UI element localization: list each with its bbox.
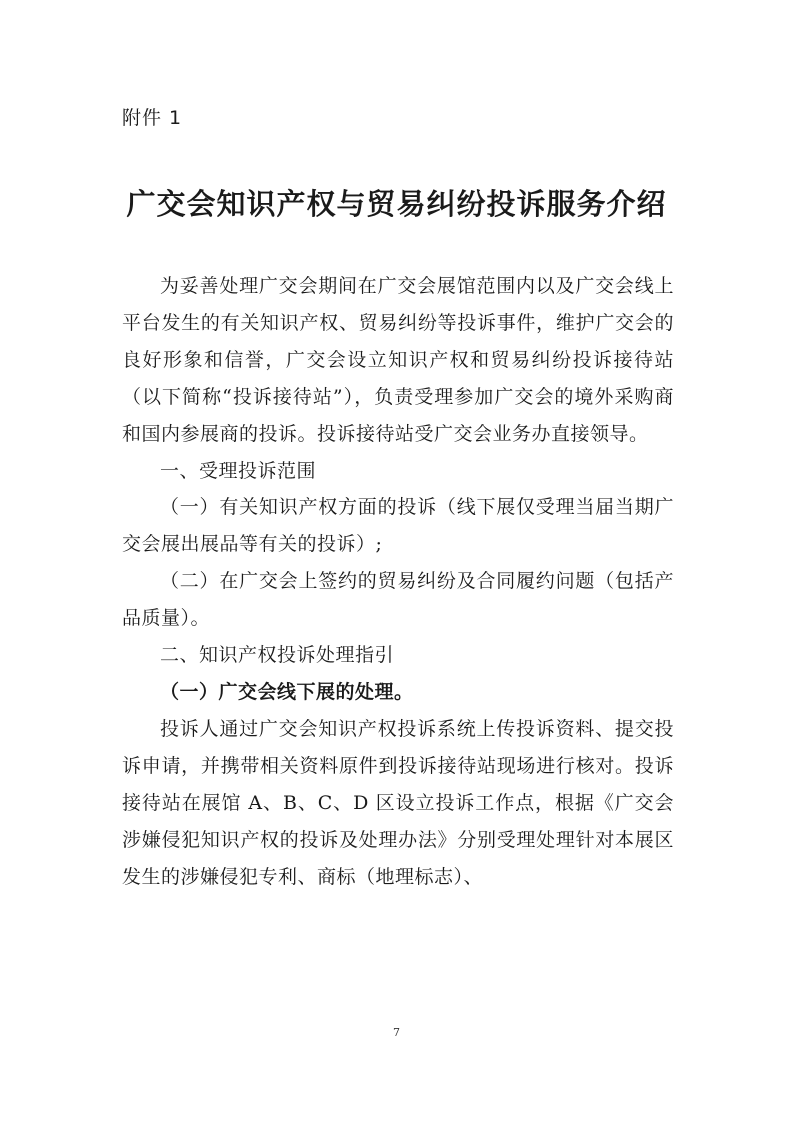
attachment-label: 附件 1 bbox=[122, 107, 183, 129]
document-title: 广交会知识产权与贸易纠纷投诉服务介绍 bbox=[126, 187, 667, 221]
subsection-heading-offline: （一）广交会线下展的处理。 bbox=[160, 680, 414, 703]
offline-procedure-paragraph: 投诉人通过广交会知识产权投诉系统上传投诉资料、提交投诉申请，并携带相关资料原件到投诉接待站现场进行核对。投诉接待站在展馆 A、B、C、D 区设立投诉工作点，根据《广交会涉嫌侵犯知识产权的投诉及处理办法》分别受理处理针对本展区发生的涉嫌侵犯专利、商标（地理标志）、 bbox=[122, 717, 674, 888]
document-body bbox=[122, 268, 674, 895]
intro-paragraph: 为妥善处理广交会期间在广交会展馆范围内以及广交会线上平台发生的有关知识产权、贸易纠纷等投诉事件，维护广交会的良好形象和信誉，广交会设立知识产权和贸易纠纷投诉接待站（以下简称“投诉接待站”），负责受理参加广交会的境外采购商和国内参展商的投诉。投诉接待站受广交会业务办直接领导。 bbox=[122, 275, 674, 445]
scope-item-ip: （一）有关知识产权方面的投诉（线下展仅受理当届当期广交会展出展品等有关的投诉）; bbox=[122, 496, 674, 556]
scope-item-trade: （二）在广交会上签约的贸易纠纷及合同履约问题（包括产品质量）。 bbox=[122, 570, 674, 630]
section-heading-scope: 一、受理投诉范围 bbox=[160, 459, 317, 482]
page-number: 7 bbox=[393, 1026, 400, 1039]
section-heading-ip-guide: 二、知识产权投诉处理指引 bbox=[160, 644, 395, 667]
